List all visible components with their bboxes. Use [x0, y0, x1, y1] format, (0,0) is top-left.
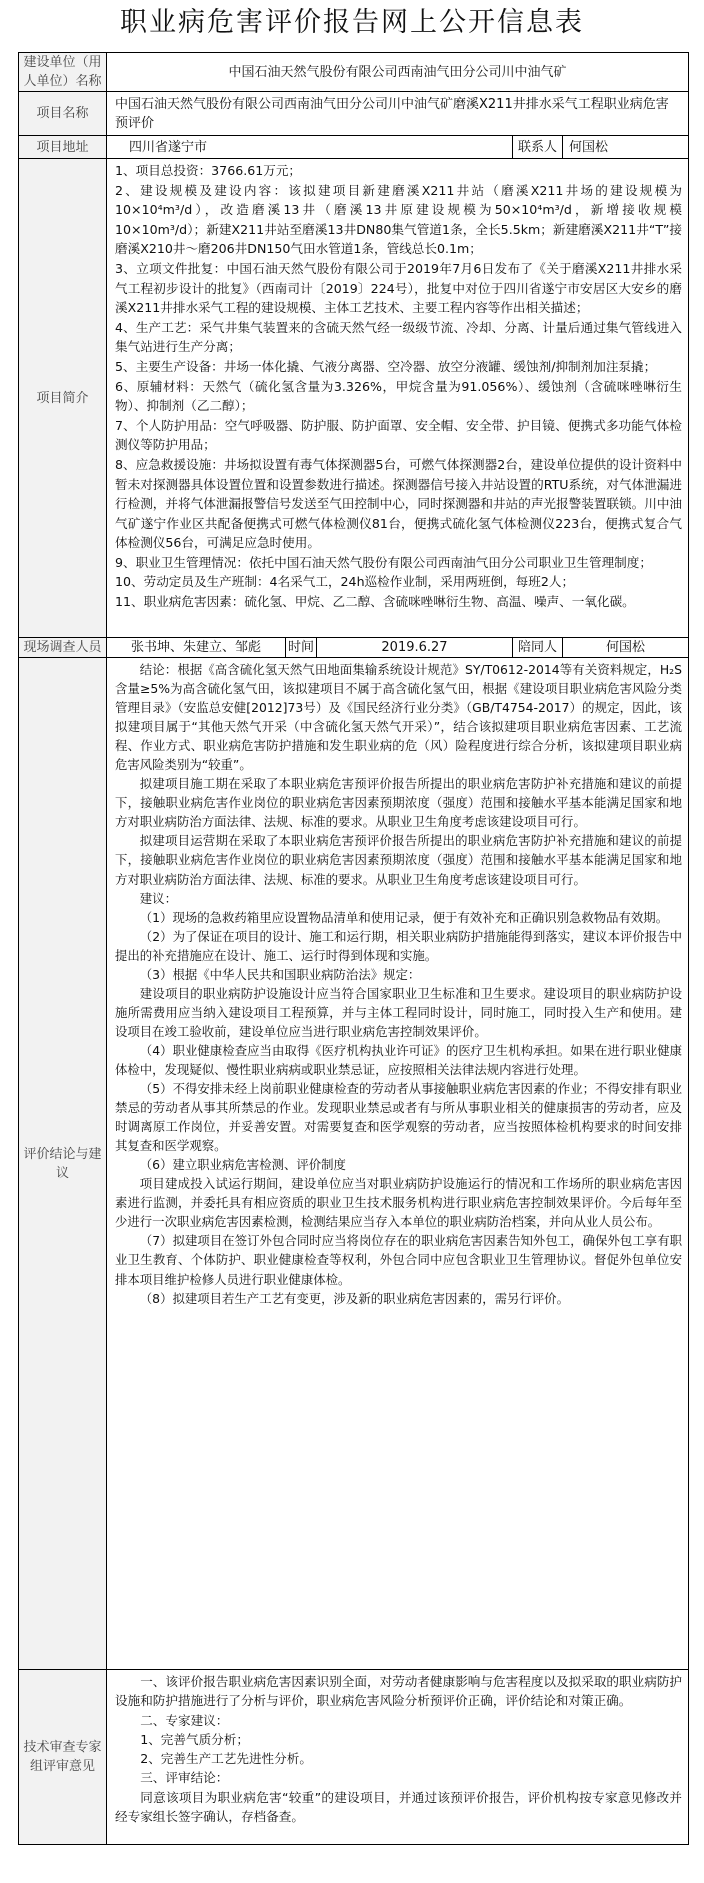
conclusion-paragraph: 建议：: [139, 890, 177, 906]
project-intro-label: 项目简介: [19, 159, 107, 638]
unit-value: 中国石油天然气股份有限公司西南油气田分公司川中油气矿: [107, 53, 689, 92]
conclusion-paragraph: 项目建成投入试运行期间，建设单位应当对职业病防护设施运行的情况和工作场所的职业病危害因素进行监测，并委托具有相应资质的职业卫生技术服务机构进行职业病危害控制效果评价。今后每年至少进行一次职业病危害因素检测，检测结果应当存入本单位的职业病防治档案，并向从业人员公布。: [115, 1176, 683, 1230]
survey-staff-value: 张书坤、朱建立、邹彪: [107, 638, 286, 658]
conclusion-paragraph: （8）拟建项目若生产工艺有变更，涉及新的职业病危害因素的，需另行评价。: [139, 1290, 569, 1306]
intro-item: 7、个人防护用品：空气呼吸器、防护服、防护面罩、安全帽、安全带、护目镜、便携式多功能气体检测仪等防护用品；: [115, 417, 683, 453]
expert-paragraph: 一、该评价报告职业病危害因素识别全面，对劳动者健康影响与危害程度以及拟采取的职业病防护设施和防护措施进行了分析与评价，职业病危害风险分析预评价正确，评价结论和对策正确。: [115, 1674, 683, 1709]
conclusion-paragraph: （5）不得安排未经上岗前职业健康检查的劳动者从事接触职业病危害因素的作业；不得安排有职业禁忌的劳动者从事其所禁忌的作业。发现职业禁忌或者有与所从事职业相关的健康损害的劳动者，应及时调离原工作岗位，并妥善安置。对需要复查和医学观察的劳动者，应当按照体检机构要求的时间安排其复查和医学观察。: [115, 1081, 683, 1154]
expert-review-content: [107, 1670, 689, 1845]
intro-item: 8、应急救援设施：井场拟设置有毒气体探测器5台，可燃气体探测器2台，建设单位提供的设计资料中暂未对探测器具体设置位置和设置参数进行描述。探测器信号接入井站设置的RTU系统，对气体泄漏进行检测，并将气体泄漏报警信号发送至气田控制中心，同时探测器和井站的声光报警装置联锁。川中油气矿遂宁作业区共配备便携式可燃气体检测仪81台，便携式硫化氢气体检测仪223台，便携式复合气体检测仪56台，可满足应急时使用。: [115, 456, 683, 551]
project-name-label: 项目名称: [19, 92, 107, 136]
conclusion-paragraph: 建设项目的职业病防护设施设计应当符合国家职业卫生标准和卫生要求。建设项目的职业病防护设施所需费用应当纳入建设项目工程预算，并与主体工程同时设计，同时施工，同时投入生产和使用。建设项目在竣工验收前，建设单位应当进行职业病危害控制效果评价。: [115, 985, 683, 1039]
conclusion-paragraph: 拟建项目施工期在采取了本职业病危害预评价报告所提出的职业病危害防护补充措施和建议的前提下，接触职业病危害作业岗位的职业病危害因素预期浓度（强度）范围和接触水平基本能满足国家和地方对职业病防治方面法律、法规、标准的要求。从职业卫生角度考虑该建设项目可行。: [115, 776, 683, 830]
intro-item: 4、生产工艺：采气井集气装置来的含硫天然气经一级级节流、冷却、分离、计量后通过集气管线进入集气站进行生产分离；: [115, 319, 683, 355]
project-name-value: 中国石油天然气股份有限公司西南油气田分公司川中油气矿磨溪X211井排水采气工程职业病危害预评价: [107, 92, 689, 136]
escort-value: 何国松: [563, 638, 689, 658]
escort-label: 陪同人: [513, 638, 563, 658]
expert-paragraph: 二、专家建议：: [140, 1712, 229, 1728]
expert-paragraph: 2、完善生产工艺先进性分析。: [140, 1751, 312, 1767]
unit-label: 建设单位（用人单位）名称: [19, 53, 107, 92]
project-intro: [107, 159, 689, 638]
conclusion-content: [107, 658, 689, 1670]
survey-staff-label: 现场调查人员: [19, 638, 107, 658]
conclusion-paragraph: 结论：根据《高含硫化氢天然气田地面集输系统设计规范》SY/T0612-2014等有关资料规定，H₂S含量≥5%为高含硫化氢气田，该拟建项目不属于高含硫化氢气田，根据《建设项目职业病危害风险分类管理目录》（安监总安健[2012]73号）及《国民经济行业分类》（GB/T4754-2017）的规定，因此，该拟建项目属于“其他天然气开采（中含硫化氢天然气开采）”，结合该拟建项目职业病危害因素、工艺流程、作业方式、职业病危害防护措施和发生职业病的危（风）险程度进行综合分析，该拟建项目职业病危害风险类别为“较重”。: [115, 662, 683, 773]
time-value: 2019.6.27: [317, 638, 513, 658]
conclusion-paragraph: （3）根据《中华人民共和国职业病防治法》规定：: [139, 966, 421, 982]
intro-item: 2、建设规模及建设内容：该拟建项目新建磨溪X211井站（磨溪X211井场的建设规模为10×10⁴m³/d），改造磨溪13井（磨溪13井原建设规模为50×10⁴m³/d，新增接收规模10×10m³/d）；新建X211井站至磨溪13井DN80集气管道1条，全长5.5km；新建磨溪X211井“T”接磨溪X210井～磨206井DN150气田水管道1条，管线总长0.1m；: [115, 182, 683, 257]
intro-item: 5、主要生产设备：井场一体化撬、气液分离器、空冷器、放空分液罐、缓蚀剂/抑制剂加注泵撬；: [115, 358, 657, 374]
intro-item: 6、原辅材料：天然气（硫化氢含量为3.326%，甲烷含量为91.056%）、缓蚀剂（含硫咪唑啉衍生物）、抑制剂（乙二醇）；: [115, 378, 683, 414]
expert-paragraph: 1、完善气质分析；: [140, 1731, 249, 1747]
contact-value: 何国松: [563, 136, 689, 159]
expert-review-label: 技术审查专家组评审意见: [19, 1670, 107, 1845]
conclusion-paragraph: （7）拟建项目在签订外包合同时应当将岗位存在的职业病危害因素告知外包工，确保外包工享有职业卫生教育、个体防护、职业健康检查等权利，外包合同中应包含职业卫生管理协议。督促外包单位安排本项目维护检修人员进行职业健康体检。: [115, 1233, 683, 1287]
conclusion-paragraph: （1）现场的急救药箱里应设置物品清单和使用记录，便于有效补充和正确识别急救物品有效期。: [139, 909, 669, 925]
info-table: [18, 52, 689, 1845]
conclusion-label: 评价结论与建议: [19, 658, 107, 1670]
conclusion-paragraph: 拟建项目运营期在采取了本职业病危害预评价报告所提出的职业病危害防护补充措施和建议的前提下，接触职业病危害作业岗位的职业病危害因素预期浓度（强度）范围和接触水平基本能满足国家和地方对职业病防治方面法律、法规、标准的要求。从职业卫生角度考虑该建设项目可行。: [115, 833, 683, 887]
conclusion-paragraph: （4）职业健康检查应当由取得《医疗机构执业许可证》的医疗卫生机构承担。如果在进行职业健康体检中，发现疑似、慢性职业病病或职业禁忌证，应按照相关法律法规内容进行处理。: [115, 1042, 683, 1077]
time-label: 时间: [286, 638, 317, 658]
conclusion-paragraph: （2）为了保证在项目的设计、施工和运行期，相关职业病防护措施能得到落实，建议本评价报告中提出的补充措施应在设计、施工、运行时得到体现和实施。: [115, 928, 683, 963]
expert-paragraph: 同意该项目为职业病危害“较重”的建设项目，并通过该预评价报告，评价机构按专家意见修改并经专家组长签字确认，存档备查。: [115, 1789, 683, 1825]
intro-item: 1、项目总投资：3766.61万元；: [115, 163, 302, 178]
expert-paragraph: 三、评审结论：: [140, 1770, 229, 1786]
conclusion-paragraph: （6）建立职业病危害检测、评价制度: [139, 1157, 346, 1173]
project-address-label: 项目地址: [19, 136, 107, 159]
page-title: 职业病危害评价报告网上公开信息表: [120, 7, 584, 38]
intro-item: 11、职业病危害因素：硫化氢、甲烷、乙二醇、含硫咪唑啉衍生物、高温、噪声、一氧化碳。: [115, 594, 635, 610]
project-address-value: 四川省遂宁市: [107, 136, 513, 159]
intro-item: 9、职业卫生管理情况：依托中国石油天然气股份有限公司西南油气田分公司职业卫生管理制度；: [115, 554, 652, 570]
intro-item: 10、劳动定员及生产班制：4名采气工，24h巡检作业制，采用两班倒，每班2人；: [115, 574, 575, 590]
contact-label: 联系人: [513, 136, 563, 159]
intro-item: 3、立项文件批复：中国石油天然气股份有限公司于2019年7月6日发布了《关于磨溪X211井排水采气工程初步设计的批复》（西南司计〔2019〕224号），批复中对位于四川省遂宁市安居区大安乡的磨溪X211井排水采气工程的建设规模、主体工艺技术、主要工程内容等作出相关描述；: [115, 260, 683, 316]
